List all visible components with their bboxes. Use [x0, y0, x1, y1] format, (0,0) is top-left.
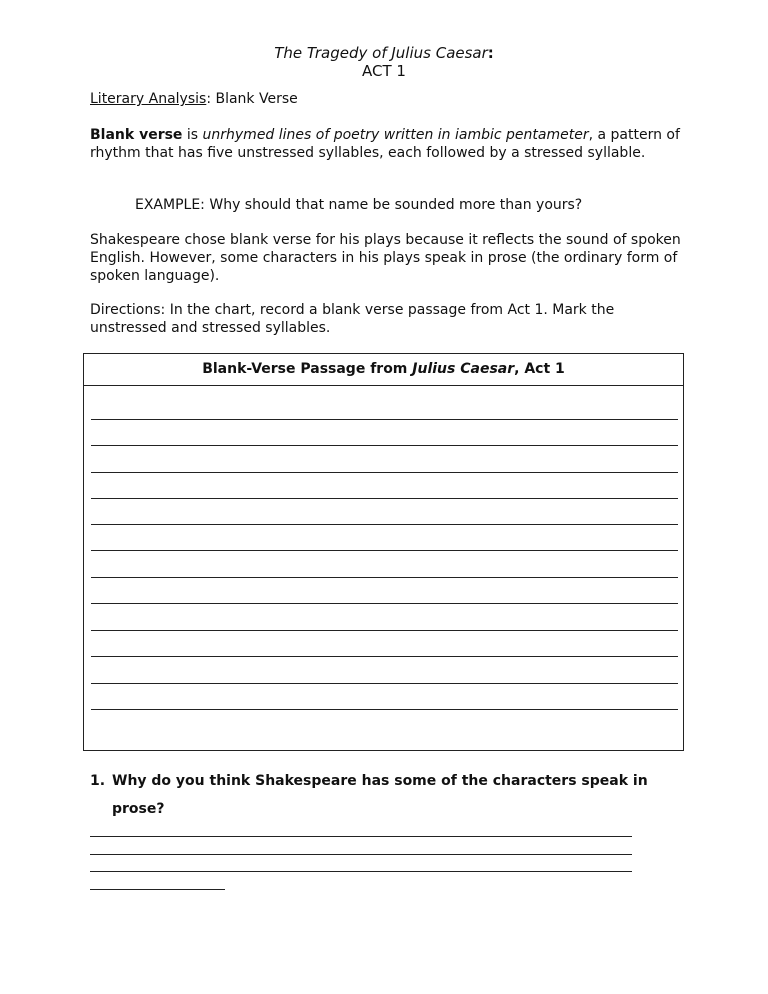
- answer-line[interactable]: [90, 871, 632, 872]
- literary-analysis-label: Literary Analysis: [90, 91, 207, 107]
- chart-writing-line[interactable]: [91, 472, 678, 473]
- literary-analysis-topic: : Blank Verse: [206, 91, 298, 107]
- shakespeare-paragraph: Shakespeare chose blank verse for his plays because it reflects the sound of spoken English. However, some characters in his plays speak in prose (the ordinary form of spoken language).: [90, 232, 681, 284]
- chart-writing-line[interactable]: [91, 498, 678, 499]
- blank-verse-rest: , a pattern of rhythm that has five unstressed syllables, each followed by a stressed syllable.: [90, 127, 680, 161]
- title-colon: :: [487, 44, 494, 62]
- question-text: Why do you think Shakespeare has some of the characters speak in prose?: [112, 773, 648, 817]
- chart-header: [84, 354, 683, 386]
- chart-writing-line[interactable]: [91, 656, 678, 657]
- title-play: The Tragedy of Julius Caesar: [274, 44, 488, 62]
- worksheet-title: [0, 44, 768, 80]
- answer-line[interactable]: [90, 836, 632, 837]
- chart-writing-line[interactable]: [91, 603, 678, 604]
- literary-analysis: [90, 90, 690, 108]
- chart-header-pre: Blank-Verse Passage from: [202, 361, 413, 377]
- chart-writing-line[interactable]: [91, 577, 678, 578]
- chart-writing-line[interactable]: [91, 419, 678, 420]
- answer-line[interactable]: [90, 854, 632, 855]
- question-1: [90, 767, 690, 823]
- chart-writing-line[interactable]: [91, 683, 678, 684]
- blank-verse-meaning: unrhymed lines of poetry written in iambic pentameter: [202, 127, 589, 143]
- blank-verse-term: Blank verse: [90, 127, 183, 143]
- chart-header-post: , Act 1: [514, 361, 565, 377]
- chart-writing-line[interactable]: [91, 524, 678, 525]
- chart-writing-line[interactable]: [91, 630, 678, 631]
- chart-writing-line[interactable]: [91, 550, 678, 551]
- title-act: ACT 1: [362, 62, 406, 80]
- answer-line[interactable]: [90, 889, 225, 890]
- directions-paragraph: Directions: In the chart, record a blank verse passage from Act 1. Mark the unstressed and stressed syllables.: [90, 302, 615, 336]
- example-line: EXAMPLE: Why should that name be sounded more than yours?: [135, 197, 583, 213]
- blank-verse-definition: [90, 126, 690, 162]
- question-number: 1.: [90, 773, 106, 789]
- chart-header-italic: Julius Caesar: [412, 361, 515, 377]
- chart-writing-line[interactable]: [91, 445, 678, 446]
- chart-writing-line[interactable]: [91, 709, 678, 710]
- blank-verse-is: is: [182, 127, 203, 143]
- blank-verse-chart: [83, 353, 684, 751]
